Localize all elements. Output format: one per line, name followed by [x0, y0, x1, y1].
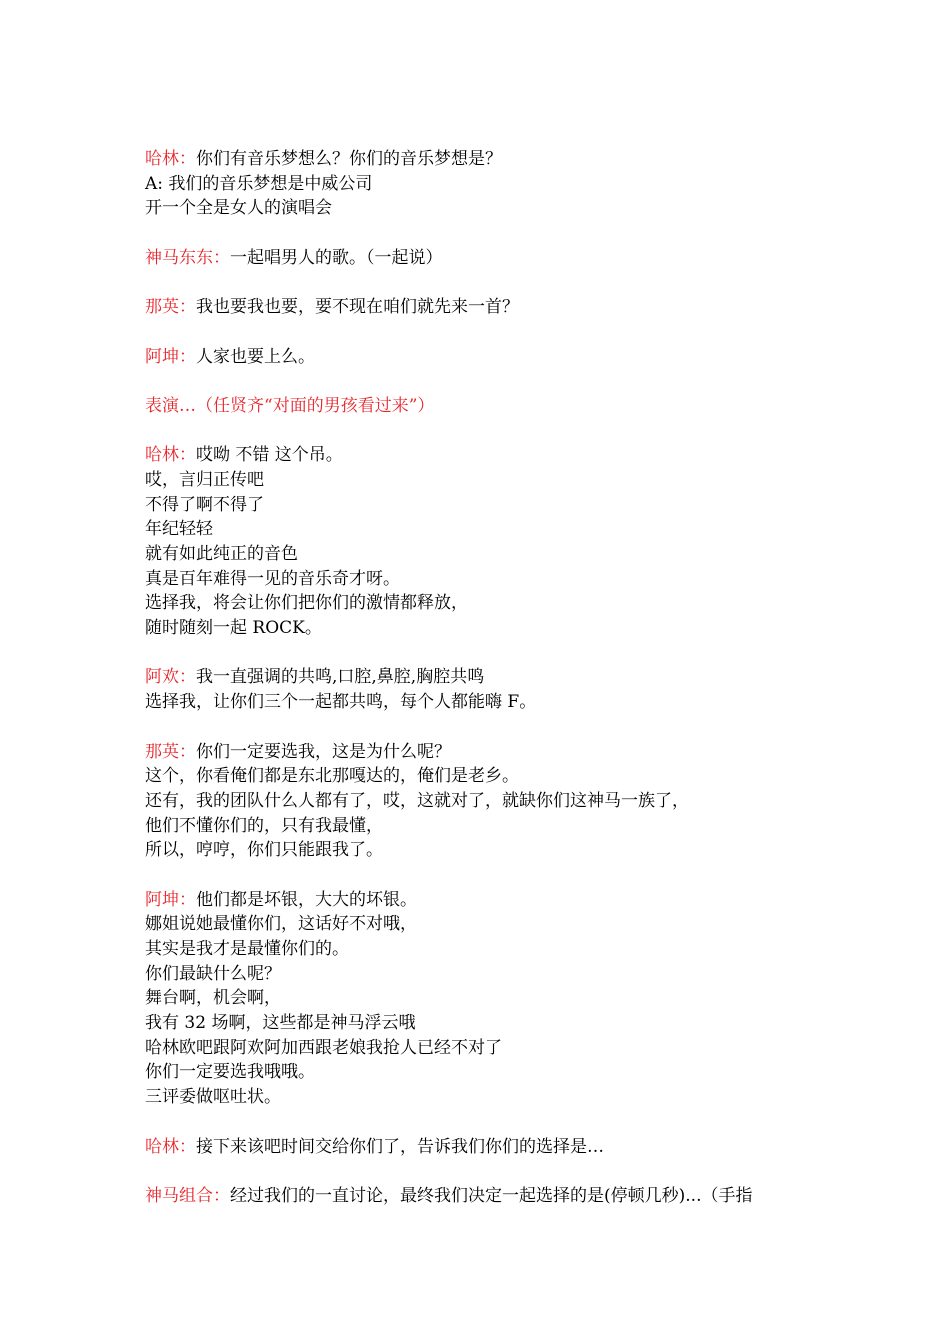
dialogue-text: 他们都是坏银，大大的坏银。 — [196, 889, 417, 910]
dialogue-line — [145, 740, 845, 765]
speaker-name: 哈林： — [145, 1136, 196, 1157]
dialogue-block — [145, 147, 845, 221]
dialogue-line: 年纪轻轻 — [145, 519, 213, 540]
dialogue-line: A: 我们的音乐梦想是中威公司 — [145, 173, 373, 194]
dialogue-line — [145, 665, 845, 690]
dialogue-block — [145, 888, 845, 1110]
speaker-name: 阿欢： — [145, 667, 196, 688]
speaker-name: 神马组合： — [145, 1185, 230, 1206]
dialogue-text: 一起唱男人的歌。（一起说） — [230, 247, 443, 268]
dialogue-line: 其实是我才是最懂你们的。 — [145, 939, 349, 959]
dialogue-line: 选择我，将会让你们把你们的激情都释放， — [145, 593, 468, 614]
speaker-name: 哈林： — [145, 445, 196, 466]
dialogue-line: 你们最缺什么呢？ — [145, 963, 281, 984]
stage-direction: 表演…（任贤齐“对面的男孩看过来”） — [145, 395, 435, 416]
dialogue-text: 接下来该吧时间交给你们了，告诉我们你们的选择是… — [196, 1136, 604, 1157]
speaker-name: 阿坤： — [145, 346, 196, 367]
dialogue-block — [145, 1184, 845, 1209]
dialogue-line: 舞台啊，机会啊， — [145, 988, 281, 1009]
dialogue-line: 三评委做呕吐状。 — [145, 1087, 281, 1108]
dialogue-line: 就有如此纯正的音色 — [145, 544, 298, 564]
dialogue-line — [145, 443, 845, 468]
dialogue-line: 开一个全是女人的演唱会 — [145, 198, 332, 219]
speaker-name: 哈林： — [145, 149, 196, 169]
dialogue-line — [145, 888, 845, 913]
dialogue-line: 所以，哼哼，你们只能跟我了。 — [145, 840, 383, 861]
dialogue-line: 不得了啊不得了 — [145, 494, 264, 515]
dialogue-line: 选择我，让你们三个一起都共鸣，每个人都能嗨 F。 — [145, 692, 537, 713]
speaker-name: 那英： — [145, 297, 196, 318]
dialogue-line: 他们不懂你们的，只有我最懂， — [145, 815, 383, 836]
stage-direction-block — [145, 394, 845, 419]
dialogue-line: 还有，我的团队什么人都有了，哎，这就对了，就缺你们这神马一族了， — [145, 790, 689, 811]
dialogue-text: 你们一定要选我，这是为什么呢？ — [196, 741, 451, 762]
dialogue-line: 哈林欧吧跟阿欢阿加西跟老娘我抢人已经不对了 — [145, 1037, 502, 1058]
dialogue-line — [145, 345, 845, 370]
dialogue-line — [145, 1135, 845, 1160]
dialogue-line: 这个，你看俺们都是东北那嘎达的，俺们是老乡。 — [145, 766, 519, 787]
dialogue-text: 人家也要上么。 — [196, 346, 315, 367]
dialogue-line — [145, 295, 845, 320]
dialogue-line: 随时随刻一起 ROCK。 — [145, 618, 322, 639]
dialogue-line: 我有 32 场啊，这些都是神马浮云哦 — [145, 1013, 416, 1034]
dialogue-line: 真是百年难得一见的音乐奇才呀。 — [145, 568, 400, 589]
script-document — [145, 147, 845, 1233]
dialogue-block — [145, 443, 845, 641]
dialogue-text: 我一直强调的共鸣,口腔,鼻腔,胸腔共鸣 — [196, 667, 485, 688]
speaker-name: 那英： — [145, 741, 196, 762]
dialogue-text: 你们有音乐梦想么？你们的音乐梦想是？ — [196, 149, 502, 169]
dialogue-block — [145, 246, 845, 271]
dialogue-block — [145, 345, 845, 370]
dialogue-line: 你们一定要选我哦哦。 — [145, 1062, 315, 1083]
dialogue-block — [145, 740, 845, 863]
dialogue-line — [145, 1184, 845, 1209]
speaker-name: 神马东东： — [145, 247, 230, 268]
dialogue-text: 我也要我也要，要不现在咱们就先来一首？ — [196, 297, 519, 318]
dialogue-line — [145, 147, 845, 172]
speaker-name: 阿坤： — [145, 889, 196, 910]
dialogue-block — [145, 1135, 845, 1160]
dialogue-block — [145, 665, 845, 714]
dialogue-text: 哎呦 不错 这个吊。 — [196, 445, 343, 466]
dialogue-block — [145, 295, 845, 320]
dialogue-line: 哎，言归正传吧 — [145, 469, 264, 490]
dialogue-text: 经过我们的一直讨论，最终我们决定一起选择的是(停顿几秒)...（手指 — [230, 1185, 753, 1206]
dialogue-line: 娜姐说她最懂你们，这话好不对哦， — [145, 914, 417, 935]
dialogue-line — [145, 246, 845, 271]
